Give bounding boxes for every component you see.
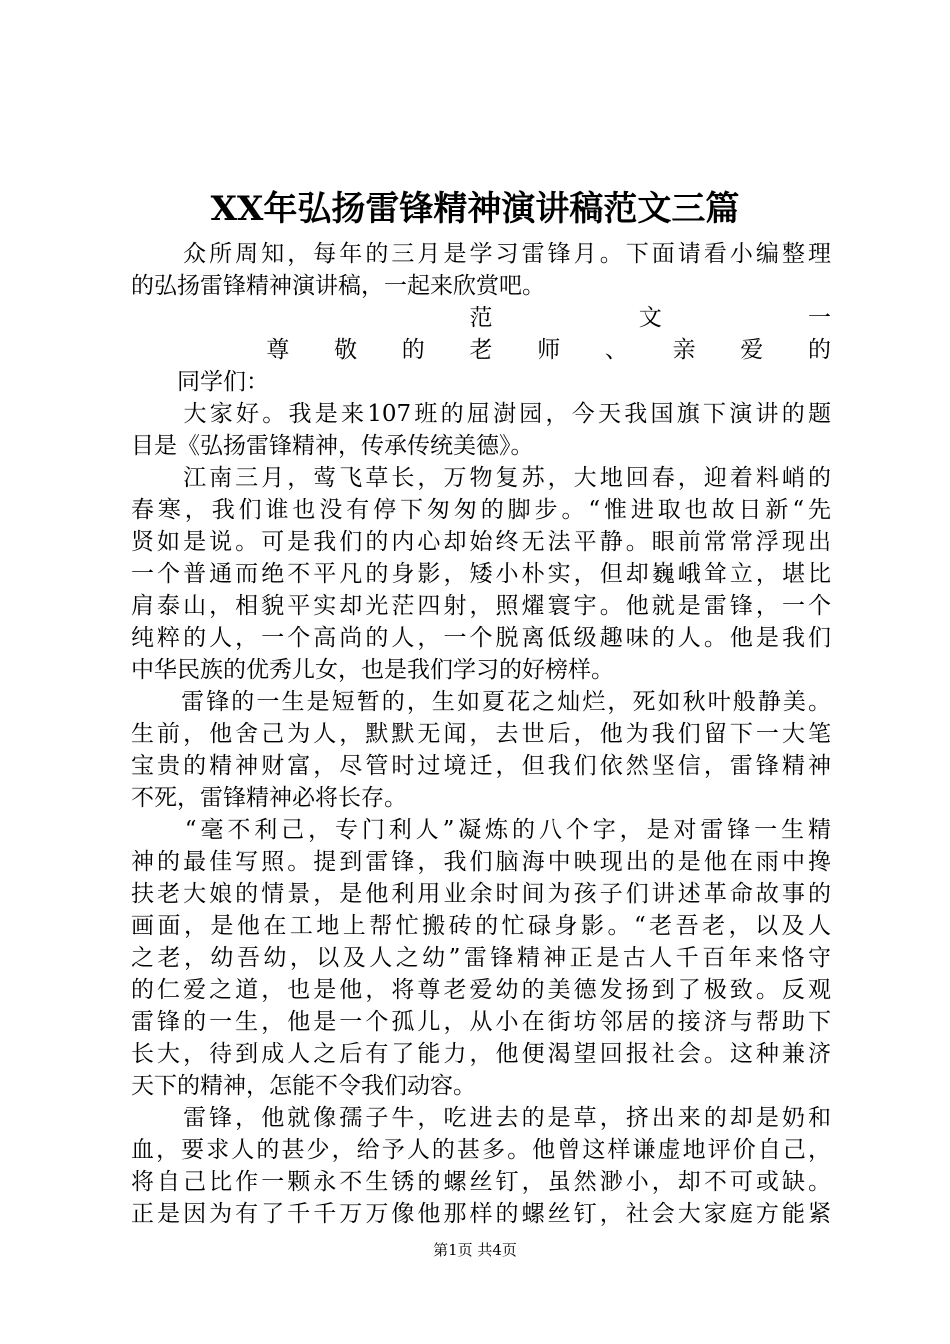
body-line: 江南三月，莺飞草长，万物复苏，大地回春，迎着料峭的 [131, 465, 831, 491]
page-footer: 第1页 共4页 [433, 1241, 517, 1259]
body-line: 雷锋的一生，他是一个孤儿，从小在街坊邻居的接济与帮助下 [131, 1009, 831, 1035]
body-line: 春寒，我们谁也没有停下匆匆的脚步。“惟进取也故日新“先 [131, 497, 831, 523]
body-line: 肩泰山，相貌平实却光茫四射，照燿寰宇。他就是雷锋，一个 [131, 593, 831, 619]
body-line: 血，要求人的甚少，给予人的甚多。他曾这样谦虚地评价自己， [131, 1137, 831, 1163]
document-title: XX年弘扬雷锋精神演讲稿范文三篇 [210, 189, 740, 229]
body-line: 画面，是他在工地上帮忙搬砖的忙碌身影。“老吾老，以及人 [131, 913, 831, 939]
body-line: 的弘扬雷锋精神演讲稿，一起来欣赏吧。 [131, 273, 545, 299]
body-line: 范文一 [131, 305, 831, 331]
body-line: 将自己比作一颗永不生锈的螺丝钉，虽然渺小，却不可或缺。 [131, 1169, 831, 1195]
body-line: 雷锋，他就像孺子牛，吃进去的是草，挤出来的却是奶和 [131, 1105, 831, 1131]
body-line: 扶老大娘的情景，是他利用业余时间为孩子们讲述革命故事的 [131, 881, 831, 907]
body-line: 一个普通而绝不平凡的身影，矮小朴实，但却巍峨耸立，堪比 [131, 561, 831, 587]
body-line: 众所周知，每年的三月是学习雷锋月。下面请看小编整理 [131, 241, 831, 267]
body-line: “毫不利己，专门利人”凝炼的八个字，是对雷锋一生精 [131, 817, 831, 843]
body-line: 正是因为有了千千万万像他那样的螺丝钉，社会大家庭方能紧 [131, 1201, 831, 1227]
body-line: 纯粹的人，一个高尚的人，一个脱离低级趣味的人。他是我们 [131, 625, 831, 651]
body-line: 宝贵的精神财富，尽管时过境迁，但我们依然坚信，雷锋精神 [131, 753, 831, 779]
body-line: 长大，待到成人之后有了能力，他便渴望回报社会。这种兼济 [131, 1041, 831, 1067]
document-body [131, 238, 831, 1230]
body-line: 雷锋的一生是短暂的，生如夏花之灿烂，死如秋叶般静美。 [131, 689, 831, 715]
body-line: 目是《弘扬雷锋精神，传承传统美德》。 [131, 433, 534, 459]
body-line: 神的最佳写照。提到雷锋，我们脑海中映现出的是他在雨中搀 [131, 849, 831, 875]
body-line: 贤如是说。可是我们的内心却始终无法平静。眼前常常浮现出 [131, 529, 831, 555]
body-line: 之老，幼吾幼，以及人之幼”雷锋精神正是古人千百年来恪守 [131, 945, 831, 971]
body-line: 天下的精神，怎能不令我们动容。 [131, 1073, 476, 1099]
body-line: 中华民族的优秀儿女，也是我们学习的好榜样。 [131, 657, 614, 683]
body-line: 尊敬的老师、亲爱的 [131, 337, 831, 363]
body-line: 不死，雷锋精神必将长存。 [131, 785, 407, 811]
body-line: 生前，他舍己为人，默默无闻，去世后，他为我们留下一大笔 [131, 721, 831, 747]
body-line: 大家好。我是来107班的屈澍园，今天我国旗下演讲的题 [131, 401, 831, 427]
body-line: 同学们： [131, 369, 269, 395]
body-line: 的仁爱之道，也是他，将尊老爱幼的美德发扬到了极致。反观 [131, 977, 831, 1003]
